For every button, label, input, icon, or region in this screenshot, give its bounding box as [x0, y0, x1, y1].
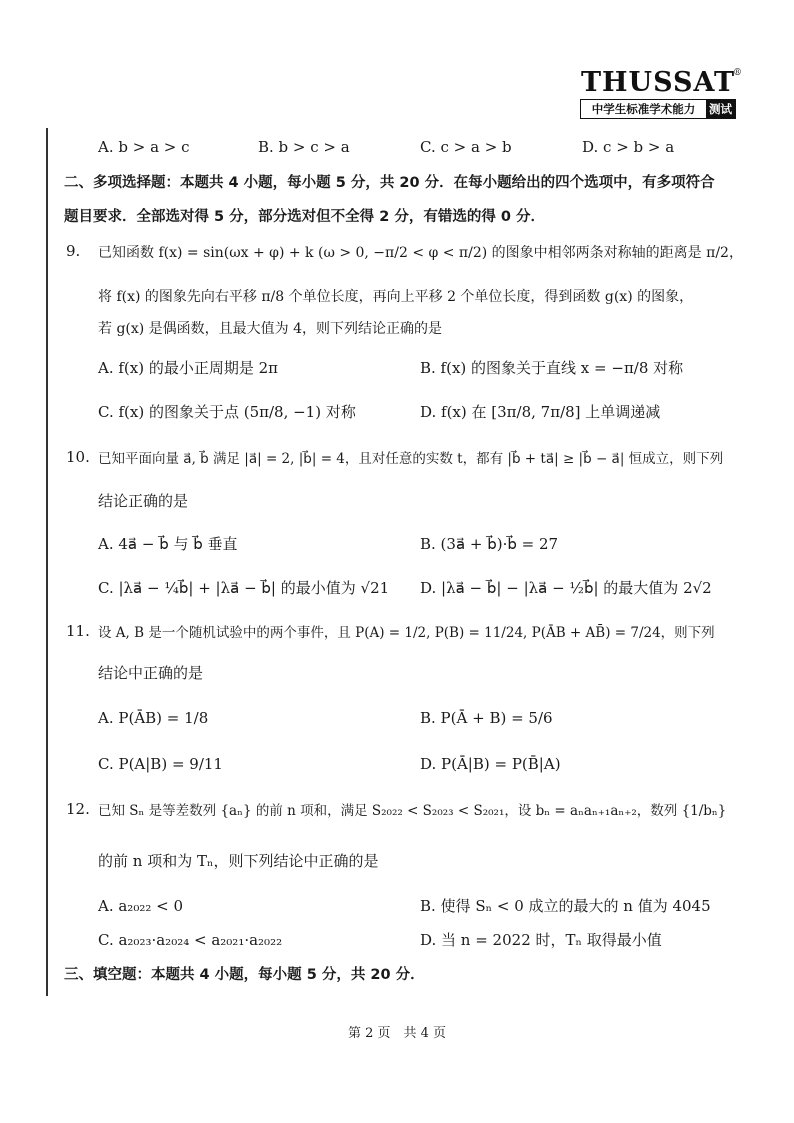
q8-option-c: C. c > a > b	[420, 138, 512, 156]
logo-word: THUSSAT	[580, 67, 736, 98]
q11-number: 11.	[66, 622, 90, 640]
q10-option-d: D. |λa⃗ − b⃗| − |λa⃗ − ½b⃗| 的最大值为 2√2	[420, 579, 712, 597]
logo-subtitle-text: 中学生标准学术能力	[591, 102, 696, 116]
q11-option-a: A. P(ĀB) = 1/8	[98, 709, 209, 727]
q9-number: 9.	[66, 242, 81, 260]
logo-subtitle-box: 测试	[706, 100, 735, 118]
section2-heading-cont: 题目要求．全部选对得 5 分，部分选对但不全得 2 分，有错选的得 0 分．	[64, 209, 546, 225]
q12-stem-line2: 的前 n 项和为 Tₙ，则下列结论中正确的是	[98, 852, 379, 870]
q11-option-c: C. P(A|B) = 9/11	[98, 755, 223, 773]
q12-option-d: D. 当 n = 2022 时，Tₙ 取得最小值	[420, 931, 662, 949]
q12-option-b: B. 使得 Sₙ < 0 成立的最大的 n 值为 4045	[420, 897, 711, 915]
q10-stem-line1: 已知平面向量 a⃗, b⃗ 满足 |a⃗| = 2, |b⃗| = 4，且对任意的实数 t，都有 |b⃗ + ta⃗| ≥ |b⃗ − a⃗| 恒成立，则下列	[98, 451, 724, 467]
q9-option-b: B. f(x) 的图象关于直线 x = −π/8 对称	[420, 359, 684, 377]
q11-stem-line1: 设 A, B 是一个随机试验中的两个事件，且 P(A) = 1/2, P(B) = 11/24, P(ĀB + AB̄) = 7/24，则下列	[98, 625, 715, 641]
logo	[580, 67, 742, 119]
q11-stem-line2: 结论中正确的是	[98, 664, 204, 682]
q10-option-b: B. (3a⃗ + b⃗)·b⃗ = 27	[420, 535, 559, 553]
section3-heading: 三、填空题：本题共 4 小题，每小题 5 分，共 20 分．	[64, 967, 425, 983]
q10-option-a: A. 4a⃗ − b⃗ 与 b⃗ 垂直	[98, 535, 238, 553]
q12-number: 12.	[66, 800, 90, 818]
q10-stem-line2: 结论正确的是	[98, 492, 189, 510]
q8-option-d: D. c > b > a	[582, 138, 675, 156]
registered-mark: ®	[733, 68, 742, 78]
q10-number: 10.	[66, 448, 90, 466]
logo-subtitle	[580, 99, 736, 119]
page-footer: 第 2 页 共 4 页	[347, 1026, 447, 1041]
q10-option-c: C. |λa⃗ − ¼b⃗| + |λa⃗ − b⃗| 的最小值为 √21	[98, 579, 390, 597]
margin-line	[46, 128, 48, 996]
section2-heading: 二、多项选择题：本题共 4 小题，每小题 5 分，共 20 分．在每小题给出的四个选项中，有多项符合	[64, 175, 715, 191]
q12-option-a: A. a₂₀₂₂ < 0	[98, 897, 184, 915]
q12-stem-line1: 已知 Sₙ 是等差数列 {aₙ} 的前 n 项和，满足 S₂₀₂₂ < S₂₀₂₃ < S₂₀₂₁，设 bₙ = aₙaₙ₊₁aₙ₊₂，数列 {1/bₙ}	[98, 803, 727, 819]
q9-stem-line2: 将 f(x) 的图象先向右平移 π/8 个单位长度，再向上平移 2 个单位长度，得到函数 g(x) 的图象，	[98, 289, 694, 305]
q9-stem-line1: 已知函数 f(x) = sin(ωx + φ) + k (ω > 0, −π/2 < φ < π/2) 的图象中相邻两条对称轴的距离是 π/2，	[98, 245, 743, 261]
q8-option-a: A. b > a > c	[98, 138, 190, 156]
q11-option-d: D. P(Ā|B) = P(B̄|A)	[420, 755, 561, 773]
q9-stem-line3: 若 g(x) 是偶函数，且最大值为 4，则下列结论正确的是	[98, 321, 443, 337]
q12-option-c: C. a₂₀₂₃·a₂₀₂₄ < a₂₀₂₁·a₂₀₂₂	[98, 931, 283, 949]
q9-option-d: D. f(x) 在 [3π/8, 7π/8] 上单调递减	[420, 403, 661, 421]
q9-option-c: C. f(x) 的图象关于点 (5π/8, −1) 对称	[98, 403, 356, 421]
q8-option-b: B. b > c > a	[258, 138, 350, 156]
q9-option-a: A. f(x) 的最小正周期是 2π	[98, 359, 279, 377]
q11-option-b: B. P(Ā + B) = 5/6	[420, 709, 553, 727]
